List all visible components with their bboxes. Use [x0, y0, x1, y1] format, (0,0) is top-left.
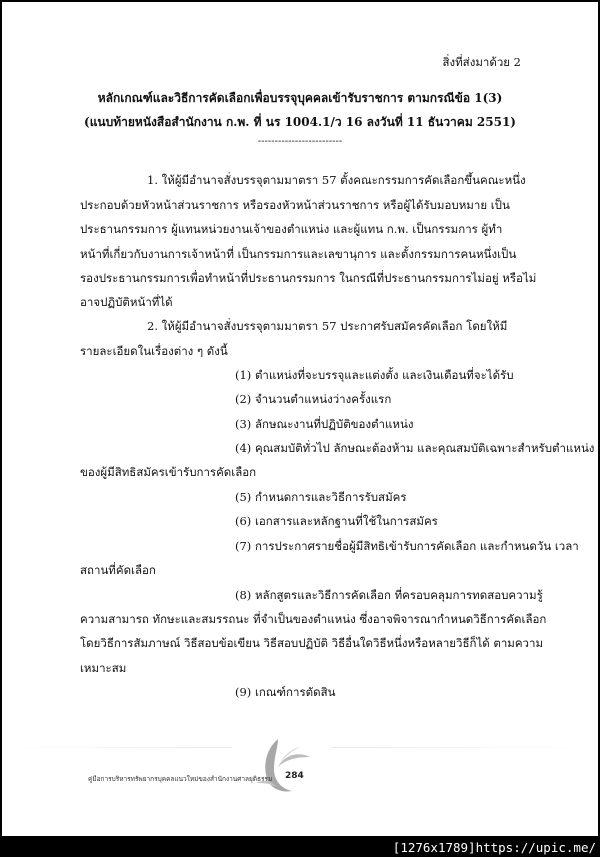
body-line: ของผู้มีสิทธิสมัครเข้ารับการคัดเลือก [80, 465, 257, 479]
body-line: (8) หลักสูตรและวิธีการคัดเลือก ที่ครอบคลุมการทดสอบความรู้ [235, 588, 543, 602]
footer-title: คู่มือการบริหารทรัพยากรบุคคลแนวใหม่ของสำนักงานศาลยุติธรรม [88, 775, 273, 783]
footer-rule-left [2, 747, 232, 748]
body-line: ความสามารถ ทักษะและสมรรถนะ ที่จำเป็นของตำแหน่ง ซึ่งอาจพิจารณากำหนดวิธีการคัดเลือก [80, 612, 547, 626]
swirl-logo-icon [252, 737, 314, 797]
body-line: หน้าที่เกี่ยวกับงานการเจ้าหน้าที่ เป็นกรรมการและเลขานุการ และตั้งกรรมการคนหนึ่งเป็น [80, 247, 517, 261]
body-line: ประธานกรรมการ ผู้แทนหน่วยงานเจ้าของตำแหน่ง และผู้แทน ก.พ. เป็นกรรมการ ผู้ทำ [80, 222, 503, 236]
image-size-watermark: [1276x1789]https://upic.me/ [392, 840, 596, 855]
body-line: อาจปฏิบัติหน้าที่ได้ [80, 295, 173, 309]
body-line: 2. ให้ผู้มีอำนาจสั่งบรรจุตามมาตรา 57 ประกาศรับสมัครคัดเลือก โดยให้มี [147, 319, 508, 333]
body-line: (2) จำนวนตำแหน่งว่างครั้งแรก [235, 392, 392, 406]
document-page [2, 2, 598, 836]
body-line: (7) การประกาศรายชื่อผู้มีสิทธิเข้ารับการคัดเลือก และกำหนดวัน เวลา [235, 539, 579, 553]
body-line: โดยวิธีการสัมภาษณ์ วิธีสอบข้อเขียน วิธีสอบปฏิบัติ วิธีอื่นใดวิธีหนึ่งหรือหลายวิธีก็ได้ ตามความ [80, 636, 544, 650]
body-line: (9) เกณฑ์การตัดสิน [235, 685, 336, 699]
body-line: (1) ตำแหน่งที่จะบรรจุและแต่งตั้ง และเงินเดือนที่จะได้รับ [235, 368, 514, 382]
body-line: เหมาะสม [80, 661, 127, 675]
page-number: 284 [285, 771, 304, 781]
document-title: หลักเกณฑ์และวิธีการคัดเลือกเพื่อบรรจุบุคคลเข้ารับราชการ ตามกรณีข้อ 1(3) [97, 91, 503, 105]
attachment-label: สิ่งที่ส่งมาด้วย 2 [442, 55, 521, 69]
body-line: (4) คุณสมบัติทั่วไป ลักษณะต้องห้าม และคุณสมบัติเฉพาะสำหรับตำแหน่ง [235, 441, 595, 455]
body-line: รองประธานกรรมการเพื่อทำหน้าที่ประธานกรรมการ ในกรณีที่ประธานกรรมการไม่อยู่ หรือไม่ [80, 271, 537, 285]
body-line: ประกอบด้วยหัวหน้าส่วนราชการ หรือรองหัวหน้าส่วนราชการ หรือผู้ได้รับมอบหมาย เป็น [80, 198, 510, 212]
body-line: (3) ลักษณะงานที่ปฏิบัติของตำแหน่ง [235, 417, 414, 431]
body-line: สถานที่คัดเลือก [80, 563, 156, 577]
document-subtitle: (แนบท้ายหนังสือสำนักงาน ก.พ. ที่ นร 1004.1/ว 16 ลงวันที่ 11 ธันวาคม 2551) [84, 115, 516, 129]
body-line: (5) กำหนดการและวิธีการรับสมัคร [235, 490, 407, 504]
body-line: (6) เอกสารและหลักฐานที่ใช้ในการสมัคร [235, 514, 438, 528]
body-line: 1. ให้ผู้มีอำนาจสั่งบรรจุตามมาตรา 57 ตั้งคณะกรรมการคัดเลือกขึ้นคณะหนึ่ง [147, 173, 526, 187]
body-line: รายละเอียดในเรื่องต่าง ๆ ดังนี้ [80, 344, 228, 358]
title-separator: ------------------------- [257, 136, 343, 147]
footer-rule-right [332, 747, 592, 748]
